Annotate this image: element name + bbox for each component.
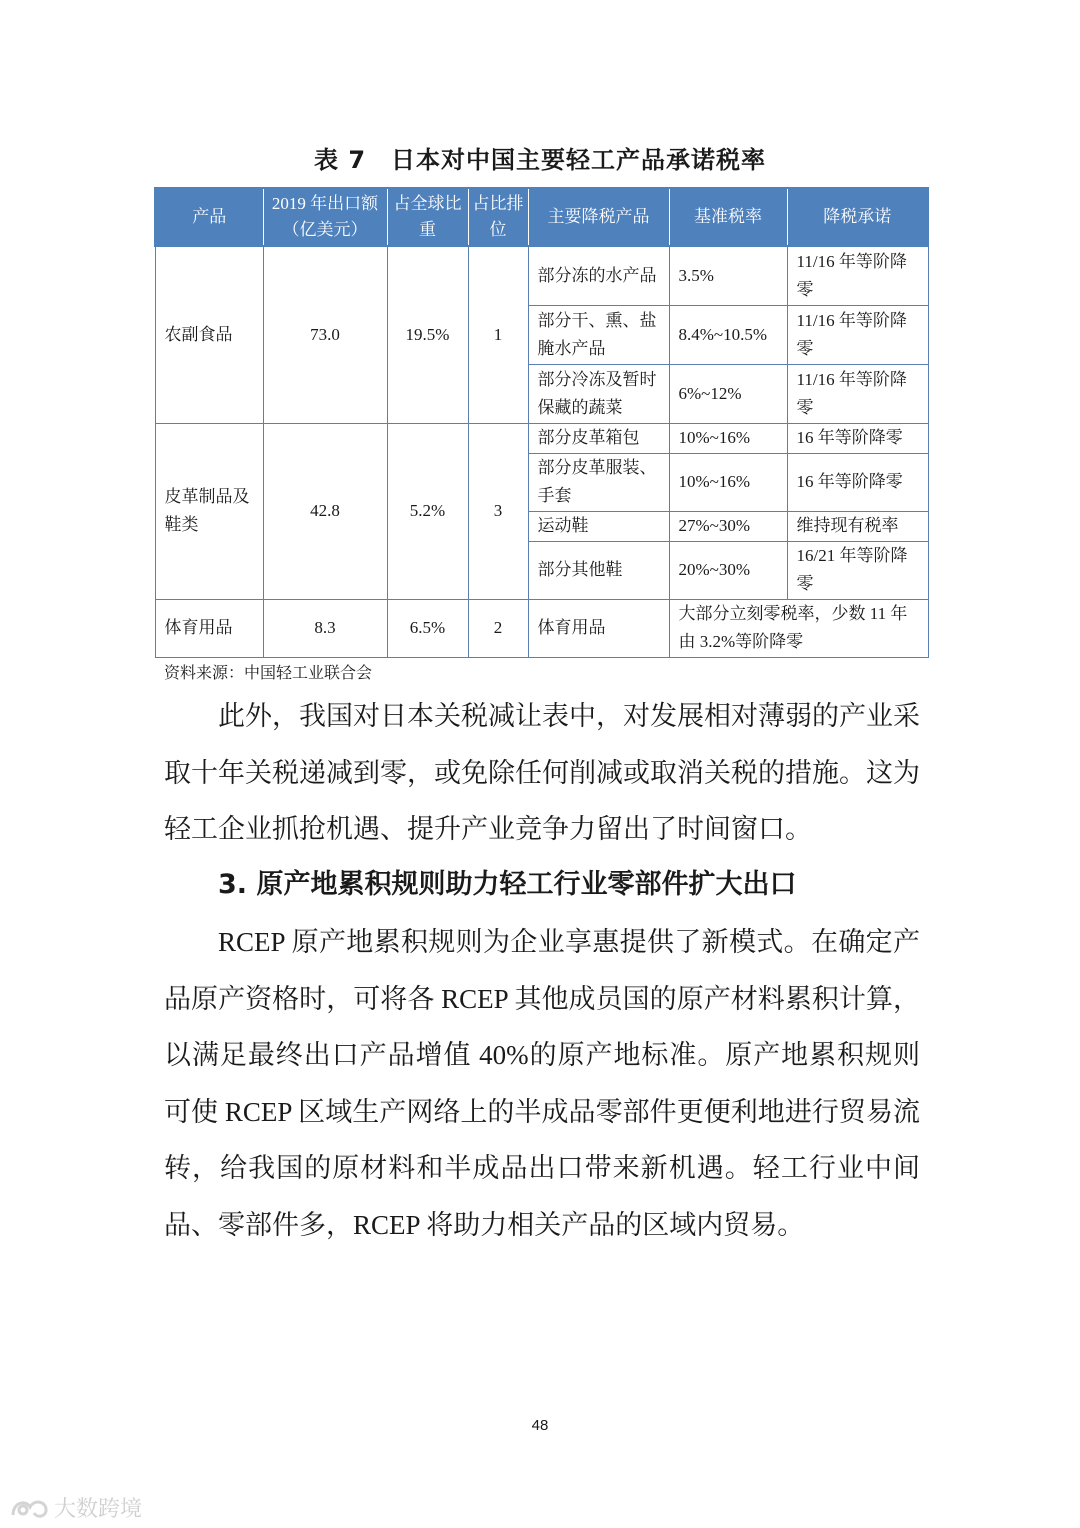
commitment-cell: 16 年等阶降零	[787, 423, 928, 453]
group-rank: 2	[468, 599, 528, 657]
group-share: 6.5%	[387, 599, 468, 657]
group-export: 42.8	[263, 423, 387, 599]
group-rank: 3	[468, 423, 528, 599]
base-rate-cell: 10%~16%	[669, 453, 787, 511]
paragraph-1: 此外，我国对日本关税减让表中，对发展相对薄弱的产业采取十年关税递减到零，或免除任何削减或取消关税的措施。这为轻工企业抓抢机遇、提升产业竞争力留出了时间窗口。	[164, 701, 920, 844]
group-product: 皮革制品及鞋类	[155, 423, 263, 599]
base-rate-cell: 6%~12%	[669, 364, 787, 423]
watermark	[10, 1492, 142, 1523]
table-source: 资料来源：中国轻工业联合会	[164, 665, 373, 682]
table-row	[155, 599, 928, 657]
group-share: 5.2%	[387, 423, 468, 599]
table-row	[155, 246, 928, 305]
header-base-rate: 基准税率	[669, 188, 787, 246]
page-number: 48	[531, 1417, 549, 1434]
paragraph-2: RCEP 原产地累积规则为企业享惠提供了新模式。在确定产品原产资格时，可将各 RCEP 其他成员国的原产材料累积计算，以满足最终出口产品增值 40%的原产地标准。原产地累积规则可使 RCEP 区域生产网络上的半成品零部件更便利地进行贸易流转，给我国的原材料和半成品出口带来新机遇。轻工行业中间品、零部件多，RCEP 将助力相关产品的区域内贸易。	[164, 927, 920, 1240]
item-cell: 运动鞋	[528, 511, 669, 541]
item-cell: 部分冷冻及暂时保藏的蔬菜	[528, 364, 669, 423]
base-rate-cell: 20%~30%	[669, 541, 787, 599]
group-share: 19.5%	[387, 246, 468, 423]
item-cell: 部分冻的水产品	[528, 246, 669, 305]
group-product: 农副食品	[155, 246, 263, 423]
item-cell: 部分皮革服装、手套	[528, 453, 669, 511]
header-item: 主要降税产品	[528, 188, 669, 246]
group-rank: 1	[468, 246, 528, 423]
watermark-logo-icon	[10, 1495, 50, 1521]
header-commitment: 降税承诺	[787, 188, 928, 246]
base-rate-cell: 27%~30%	[669, 511, 787, 541]
group-product: 体育用品	[155, 599, 263, 657]
base-rate-cell: 3.5%	[669, 246, 787, 305]
tariff-table	[154, 187, 929, 658]
commitment-cell: 16 年等阶降零	[787, 453, 928, 511]
header-rank: 占比排位	[468, 188, 528, 246]
commitment-cell: 11/16 年等阶降零	[787, 246, 928, 305]
commitment-cell: 11/16 年等阶降零	[787, 364, 928, 423]
section-heading: 3. 原产地累积规则助力轻工行业零部件扩大出口	[218, 869, 797, 900]
header-share: 占全球比重	[387, 188, 468, 246]
base-and-commitment-cell: 大部分立刻零税率，少数 11 年由 3.2%等阶降零	[669, 599, 928, 657]
item-cell: 体育用品	[528, 599, 669, 657]
watermark-text: 大数跨境	[54, 1497, 143, 1522]
table-row	[155, 423, 928, 453]
base-rate-cell: 10%~16%	[669, 423, 787, 453]
item-cell: 部分干、熏、盐腌水产品	[528, 305, 669, 364]
group-export: 73.0	[263, 246, 387, 423]
commitment-cell: 维持现有税率	[787, 511, 928, 541]
group-export: 8.3	[263, 599, 387, 657]
commitment-cell: 11/16 年等阶降零	[787, 305, 928, 364]
table-header-row	[155, 188, 928, 246]
commitment-cell: 16/21 年等阶降零	[787, 541, 928, 599]
item-cell: 部分其他鞋	[528, 541, 669, 599]
header-export: 2019 年出口额（亿美元）	[263, 188, 387, 246]
item-cell: 部分皮革箱包	[528, 423, 669, 453]
header-product: 产品	[155, 188, 263, 246]
table-title: 表 7 日本对中国主要轻工产品承诺税率	[313, 146, 767, 174]
base-rate-cell: 8.4%~10.5%	[669, 305, 787, 364]
